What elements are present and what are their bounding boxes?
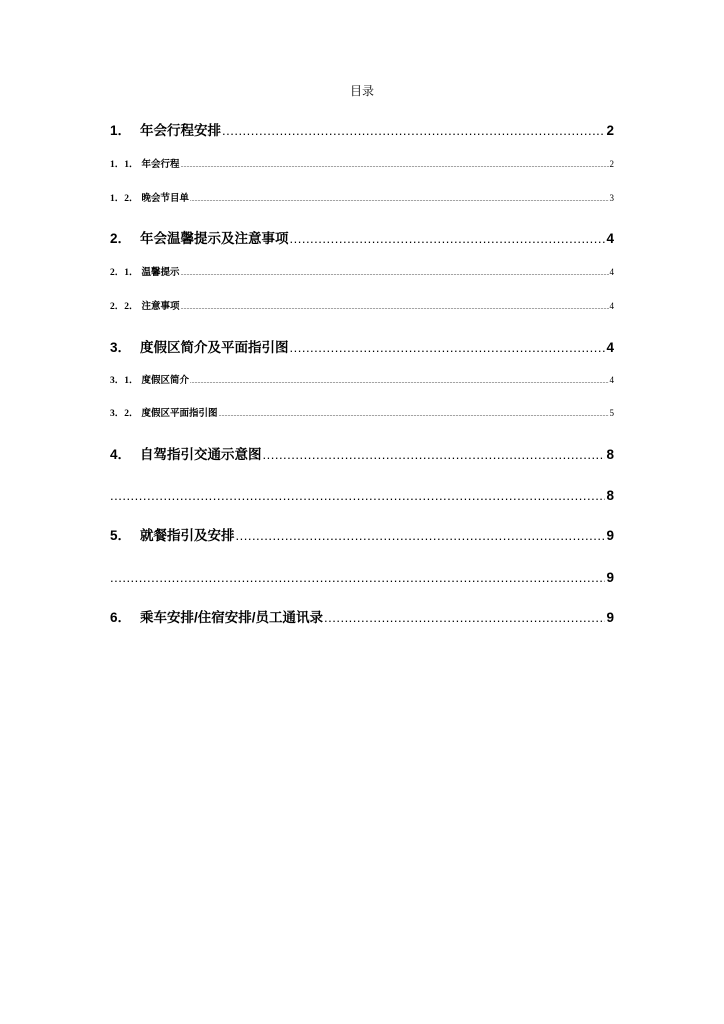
toc-dot-leader (181, 302, 609, 312)
toc-entry-page: 9 (606, 610, 614, 625)
toc-entry-number: 3． (110, 340, 132, 355)
toc-entry-page: 4 (609, 375, 614, 385)
toc-entry-number: 5． (110, 528, 132, 543)
toc-entry-label: 就餐指引及安排 (140, 528, 235, 543)
toc-entry-1[interactable] (110, 122, 614, 140)
toc-entry-page: 9 (606, 570, 614, 585)
toc-entry-number: 1． (110, 123, 132, 138)
toc-entry-page: 4 (606, 340, 614, 355)
toc-entry-number: 3．1． (110, 376, 139, 386)
toc-dot-leader (110, 569, 605, 587)
toc-entry-2-1[interactable] (110, 266, 614, 278)
toc-entry-number: 1．2． (110, 194, 139, 204)
toc-entry-number: 3．2． (110, 409, 139, 419)
toc-entry-number: 4． (110, 447, 132, 462)
toc-entry-page: 8 (606, 488, 614, 503)
toc-entry-1-1[interactable] (110, 158, 614, 170)
toc-dot-leader (181, 268, 609, 278)
toc-entry-6[interactable] (110, 609, 614, 627)
toc-dot-leader (190, 194, 608, 204)
toc-entry-2[interactable] (110, 230, 614, 248)
toc-entry-label: 注意事项 (141, 302, 180, 312)
toc-entry-label: 度假区简介 (141, 376, 190, 386)
toc-entry-page: 4 (609, 301, 614, 311)
toc-dot-leader (290, 339, 606, 357)
toc-entry-page: 5 (609, 408, 614, 418)
toc-entry-4[interactable] (110, 446, 614, 464)
toc-dot-leader (110, 487, 605, 505)
toc-entry-page: 9 (606, 528, 614, 543)
toc-entry-label: 温馨提示 (141, 268, 180, 278)
toc-entry-number: 2． (110, 231, 132, 246)
toc-entry-unlabeled[interactable] (110, 487, 614, 505)
toc-entry-2-2[interactable] (110, 300, 614, 312)
toc-dot-leader (324, 609, 605, 627)
toc-entry-page: 4 (609, 267, 614, 277)
toc-dot-leader (236, 527, 606, 545)
toc-entry-label: 自驾指引交通示意图 (140, 447, 262, 462)
toc-dot-leader (290, 230, 606, 248)
toc-entry-label: 晚会节目单 (141, 194, 190, 204)
toc-entry-label: 年会行程 (141, 160, 180, 170)
toc-entry-unlabeled[interactable] (110, 569, 614, 587)
toc-entry-page: 8 (606, 447, 614, 462)
toc-dot-leader (190, 376, 608, 386)
toc-entry-number: 1．1． (110, 160, 139, 170)
toc-entry-label: 度假区简介及平面指引图 (140, 340, 289, 355)
toc-dot-leader (181, 160, 609, 170)
toc-entry-label: 年会行程安排 (140, 123, 221, 138)
toc-entry-1-2[interactable] (110, 192, 614, 204)
toc-entry-3-1[interactable] (110, 374, 614, 386)
toc-entry-page: 3 (609, 193, 614, 203)
toc-entry-number: 2．2． (110, 302, 139, 312)
toc-title: 目录 (349, 84, 374, 98)
toc-entry-3-2[interactable] (110, 407, 614, 419)
toc-dot-leader (222, 122, 605, 140)
toc-entry-label: 度假区平面指引图 (141, 409, 218, 419)
toc-entry-3[interactable] (110, 339, 614, 357)
toc-dot-leader (219, 409, 609, 419)
toc-entry-page: 4 (606, 231, 614, 246)
toc-entry-page: 2 (606, 123, 614, 138)
toc-entry-label: 年会温馨提示及注意事项 (140, 231, 289, 246)
toc-dot-leader (263, 446, 606, 464)
toc-entry-page: 2 (609, 159, 614, 169)
toc-entry-number: 2．1． (110, 268, 139, 278)
toc-entry-number: 6． (110, 610, 132, 625)
toc-entry-label: 乘车安排/住宿安排/员工通讯录 (140, 610, 324, 625)
toc-entry-5[interactable] (110, 527, 614, 545)
